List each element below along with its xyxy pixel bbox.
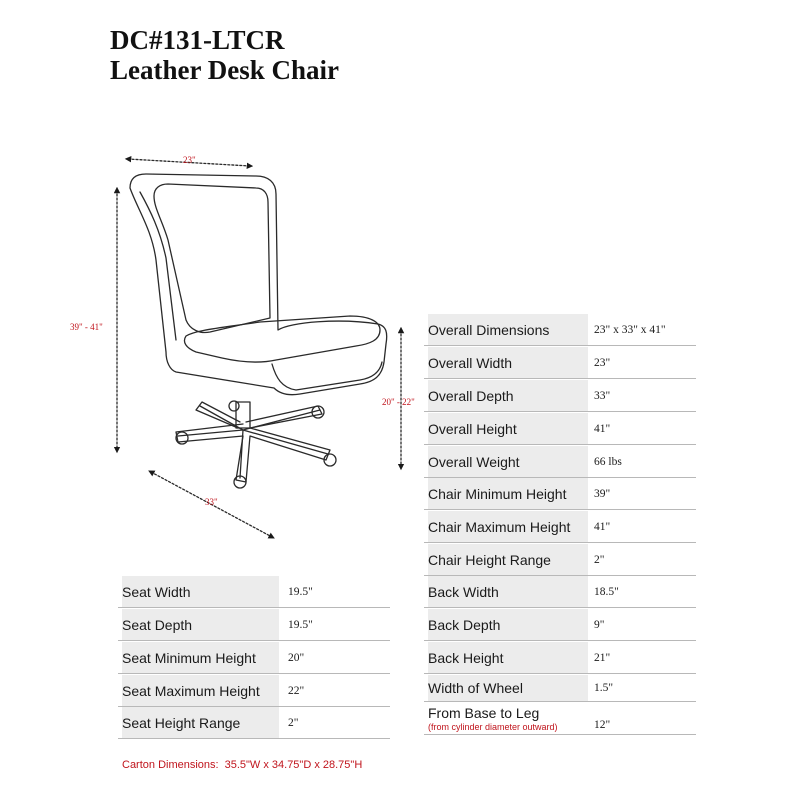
spec-row [424, 544, 696, 576]
spec-value: 9" [594, 618, 605, 631]
spec-value: 2" [594, 553, 605, 566]
spec-label: Chair Height Range [428, 544, 588, 575]
spec-row [118, 675, 390, 707]
width-dimension-label: 23" [183, 155, 196, 165]
spec-row [118, 576, 390, 608]
spec-value: 41" [594, 520, 611, 533]
spec-value: 1.5" [594, 682, 614, 694]
model-number: DC#131-LTCR [110, 25, 285, 55]
product-name: Leather Desk Chair [110, 55, 339, 85]
spec-label: Back Depth [428, 609, 588, 640]
spec-label: Seat Depth [122, 609, 279, 640]
spec-label: Seat Maximum Height [122, 675, 279, 706]
spec-row [424, 380, 696, 412]
spec-label: Overall Dimensions [428, 314, 588, 345]
spec-label: Back Height [428, 642, 588, 673]
spec-value: 20" [288, 651, 305, 664]
caster [229, 401, 239, 411]
spec-row [424, 609, 696, 641]
spec-label: Overall Height [428, 413, 588, 444]
spec-row [424, 446, 696, 478]
spec-label: Chair Minimum Height [428, 478, 588, 509]
spec-value: 39" [594, 487, 611, 500]
back-cushion [154, 184, 270, 333]
spec-label: Seat Height Range [122, 707, 279, 738]
spec-row [424, 413, 696, 445]
spec-label: Overall Depth [428, 380, 588, 411]
height-dimension-label: 39" - 41" [70, 322, 103, 332]
carton-value: 35.5"W x 34.75"D x 28.75"H [224, 759, 363, 771]
spec-row [424, 675, 696, 702]
spec-row [118, 642, 390, 674]
spec-row [424, 511, 696, 543]
spec-row [118, 707, 390, 739]
carton-label: Carton Dimensions: [122, 759, 219, 771]
seat-cushion [184, 316, 380, 362]
spec-label: Width of Wheel [428, 675, 588, 701]
seat-height-dimension-label: 20" - 22" [382, 397, 415, 407]
spec-label: Seat Minimum Height [122, 642, 279, 673]
spec-label [428, 702, 588, 734]
spec-value: 23" x 33" x 41" [594, 323, 666, 336]
spec-row [424, 642, 696, 674]
carton-dimensions [122, 759, 362, 771]
spec-value: 33" [594, 389, 611, 402]
spec-value: 21" [594, 651, 611, 664]
spec-row [424, 478, 696, 510]
spec-value: 19.5" [288, 585, 313, 598]
spec-value: 41" [594, 422, 611, 435]
depth-dimension-label: 33" [205, 497, 218, 507]
spec-label: Chair Maximum Height [428, 511, 588, 542]
spec-row [424, 314, 696, 346]
spec-row [424, 347, 696, 379]
spec-label-note: (from cylinder diameter outward) [428, 721, 558, 732]
spec-value: 18.5" [594, 585, 619, 598]
spec-row [424, 576, 696, 608]
spec-value: 2" [288, 716, 299, 729]
spec-label-main: From Base to Leg [428, 704, 540, 721]
spec-label: Overall Weight [428, 446, 588, 477]
spec-label: Seat Width [122, 576, 279, 607]
spec-value: 22" [288, 684, 305, 697]
spec-row [118, 609, 390, 641]
spec-label: Overall Width [428, 347, 588, 378]
spec-value: 12" [594, 719, 611, 731]
spec-value: 23" [594, 356, 611, 369]
spec-value: 66 lbs [594, 455, 622, 468]
spec-row [424, 702, 696, 735]
spec-value: 19.5" [288, 618, 313, 631]
spec-label: Back Width [428, 576, 588, 607]
